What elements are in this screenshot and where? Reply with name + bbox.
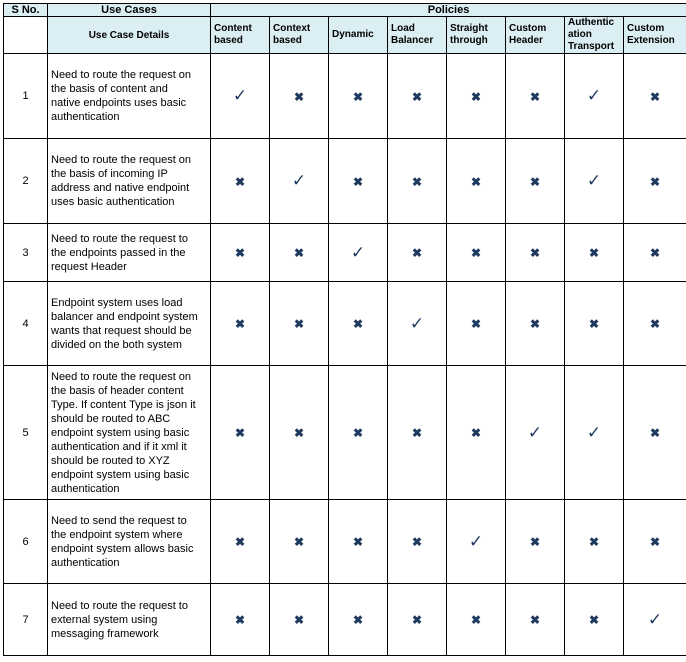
table-row [4,500,686,584]
check-icon: ✓ [586,422,602,442]
policy-cell [624,500,686,584]
table-row [4,139,686,224]
cross-icon: ✖ [529,535,541,549]
policy-cell [447,500,506,584]
use-case-description [48,366,211,500]
cross-icon: ✖ [234,535,246,549]
policy-cell [565,139,624,224]
policy-cell [565,584,624,656]
cross-icon: ✖ [234,426,246,440]
policy-cell [624,139,686,224]
use-case-line: Type. If content Type is json it [51,398,196,411]
check-icon: ✓ [527,422,543,442]
check-icon: ✓ [647,609,663,629]
cross-icon: ✖ [352,317,364,331]
use-case-description [48,224,211,282]
use-case-description [48,54,211,139]
policy-header-content-based: Content based [211,17,270,54]
policy-cell [211,500,270,584]
cross-icon: ✖ [650,535,661,549]
table-body [4,4,686,656]
check-icon: ✓ [409,313,425,333]
use-case-line: Need to send the request to [51,514,187,527]
check-icon: ✓ [586,86,602,105]
row-number: 6 [4,500,48,584]
check-icon: ✓ [468,531,484,551]
use-case-line: endpoint system allows basic [51,542,194,555]
policy-header-custom-header: Custom Header [506,17,565,54]
policy-cell [211,366,270,500]
policy-cell [329,224,388,282]
use-case-line: balancer and endpoint system [51,310,198,323]
cross-icon: ✖ [411,246,423,260]
use-case-description [48,139,211,224]
policy-cell [329,282,388,366]
table-row [4,366,686,500]
cross-icon: ✖ [352,89,364,104]
policy-cell [624,366,686,500]
policy-cell [447,366,506,500]
cross-icon: ✖ [293,89,305,104]
policy-cell [388,500,447,584]
cross-icon: ✖ [529,317,541,331]
row-number: 4 [4,282,48,366]
cross-icon: ✖ [588,613,600,627]
use-case-line: endpoint system using basic [51,468,190,481]
cross-icon: ✖ [470,89,482,104]
cross-icon: ✖ [293,246,305,260]
policy-header-context-based: Context based [270,17,329,54]
policy-cell [270,282,329,366]
use-case-description [48,500,211,584]
policy-cell [270,500,329,584]
cross-icon: ✖ [234,246,246,260]
cross-icon: ✖ [352,174,364,189]
use-case-line: uses basic authentication [51,196,175,208]
cross-icon: ✖ [411,613,423,627]
policy-cell [211,584,270,656]
policy-header-custom-extension: Custom Extension [624,17,686,54]
cross-icon: ✖ [470,317,482,331]
cross-icon: ✖ [293,535,305,549]
policy-cell [624,282,686,366]
cross-icon: ✖ [650,426,661,440]
policy-cell [447,282,506,366]
use-case-line: Need to route the request to [51,232,188,245]
cross-icon: ✖ [588,317,600,331]
policy-cell [270,139,329,224]
cross-icon: ✖ [650,89,661,104]
sno-header: S No. [4,4,48,17]
cross-icon: ✖ [470,174,482,189]
cross-icon: ✖ [293,426,305,440]
policy-cell [211,282,270,366]
row-number: 1 [4,54,48,139]
cross-icon: ✖ [234,174,246,189]
use-case-description [48,584,211,656]
policy-cell [565,224,624,282]
use-case-line: authentication [51,482,120,495]
use-case-policy-table [3,3,686,656]
use-case-line: messaging framework [51,627,159,640]
policy-cell [329,366,388,500]
sno-subheader-blank [4,17,48,54]
use-case-line: the basis of header content [51,384,184,397]
policy-cell [270,366,329,500]
cross-icon: ✖ [352,613,364,627]
policy-cell [506,139,565,224]
use-case-line: the basis of incoming IP [51,168,168,180]
use-case-line: authentication and if it xml it [51,440,187,453]
cross-icon: ✖ [529,89,541,104]
policy-cell [506,366,565,500]
row-number: 3 [4,224,48,282]
cross-icon: ✖ [650,246,661,260]
policy-cell [211,224,270,282]
cross-icon: ✖ [411,89,423,104]
policy-cell [388,366,447,500]
use-case-line: the endpoint system where [51,528,183,541]
use-case-line: external system using [51,613,158,626]
cross-icon: ✖ [529,613,541,627]
policy-cell [388,282,447,366]
policy-cell [329,500,388,584]
row-number: 7 [4,584,48,656]
use-cases-header: Use Cases [48,4,211,17]
use-case-line: Endpoint system uses load [51,296,183,309]
policy-cell [506,584,565,656]
policy-header-load-balancer: Load Balancer [388,17,447,54]
policy-cell [388,584,447,656]
cross-icon: ✖ [352,535,364,549]
row-number: 2 [4,139,48,224]
cross-icon: ✖ [293,317,305,331]
policy-cell [447,224,506,282]
policy-cell [329,54,388,139]
policy-header-straight-through: Straight through [447,17,506,54]
policy-cell [506,54,565,139]
cross-icon: ✖ [411,426,423,440]
policy-cell [624,224,686,282]
cross-icon: ✖ [588,535,600,549]
policy-cell [447,54,506,139]
row-number: 5 [4,366,48,500]
table-row [4,584,686,656]
policy-cell [565,54,624,139]
header-row-sub [4,17,686,54]
use-case-line: request Header [51,260,127,273]
cross-icon: ✖ [470,426,482,440]
cross-icon: ✖ [529,246,541,260]
table-row [4,282,686,366]
policy-cell [624,54,686,139]
use-case-line: address and native endpoint [51,182,190,194]
use-case-line: Need to route the request on [51,370,192,383]
policy-header-authentication-transport: Authentic ation Transport [565,17,624,54]
use-case-line: authentication [51,556,120,569]
check-icon: ✓ [350,242,366,262]
cross-icon: ✖ [470,613,482,627]
policies-header: Policies [211,4,686,17]
policy-header-dynamic: Dynamic [329,17,388,54]
policy-cell [388,139,447,224]
policy-cell [211,54,270,139]
cross-icon: ✖ [411,174,423,189]
policy-cell [624,584,686,656]
policy-cell [270,54,329,139]
check-icon: ✓ [586,171,602,190]
use-case-line: the endpoints passed in the [51,246,186,259]
use-case-line: Need to route the request on [51,69,192,81]
cross-icon: ✖ [352,426,364,440]
cross-icon: ✖ [234,317,246,331]
policy-cell [447,139,506,224]
cross-icon: ✖ [650,174,661,189]
header-row-top [4,4,686,17]
use-case-line: Need to route the request to [51,599,188,612]
use-case-line: the basis of content and [51,83,168,95]
policy-cell [565,500,624,584]
cross-icon: ✖ [529,174,541,189]
use-case-line: authentication [51,111,120,123]
policy-cell [565,282,624,366]
table-row [4,54,686,139]
use-case-line: Need to route the request on [51,154,192,166]
use-case-line: native endpoints uses basic [51,97,187,109]
policy-cell [270,584,329,656]
policy-cell [447,584,506,656]
policy-cell [270,224,329,282]
policy-cell [388,54,447,139]
policy-cell [388,224,447,282]
use-case-line: should be routed to XYZ [51,454,170,467]
use-case-line: should be routed to ABC [51,412,171,425]
cross-icon: ✖ [293,613,305,627]
check-icon: ✓ [232,86,248,105]
table-row [4,224,686,282]
policy-cell [565,366,624,500]
use-case-details-header: Use Case Details [48,17,211,54]
policy-cell [211,139,270,224]
cross-icon: ✖ [470,246,482,260]
check-icon: ✓ [291,171,307,190]
use-case-line: endpoint system using basic [51,426,190,439]
cross-icon: ✖ [650,317,661,331]
policy-cell [329,139,388,224]
policy-cell [506,224,565,282]
cross-icon: ✖ [411,535,423,549]
policy-cell [506,500,565,584]
use-case-line: divided on the both system [51,338,182,351]
cross-icon: ✖ [234,613,246,627]
use-case-description [48,282,211,366]
policy-cell [506,282,565,366]
use-case-line: wants that request should be [51,324,192,337]
cross-icon: ✖ [588,246,600,260]
policy-cell [329,584,388,656]
